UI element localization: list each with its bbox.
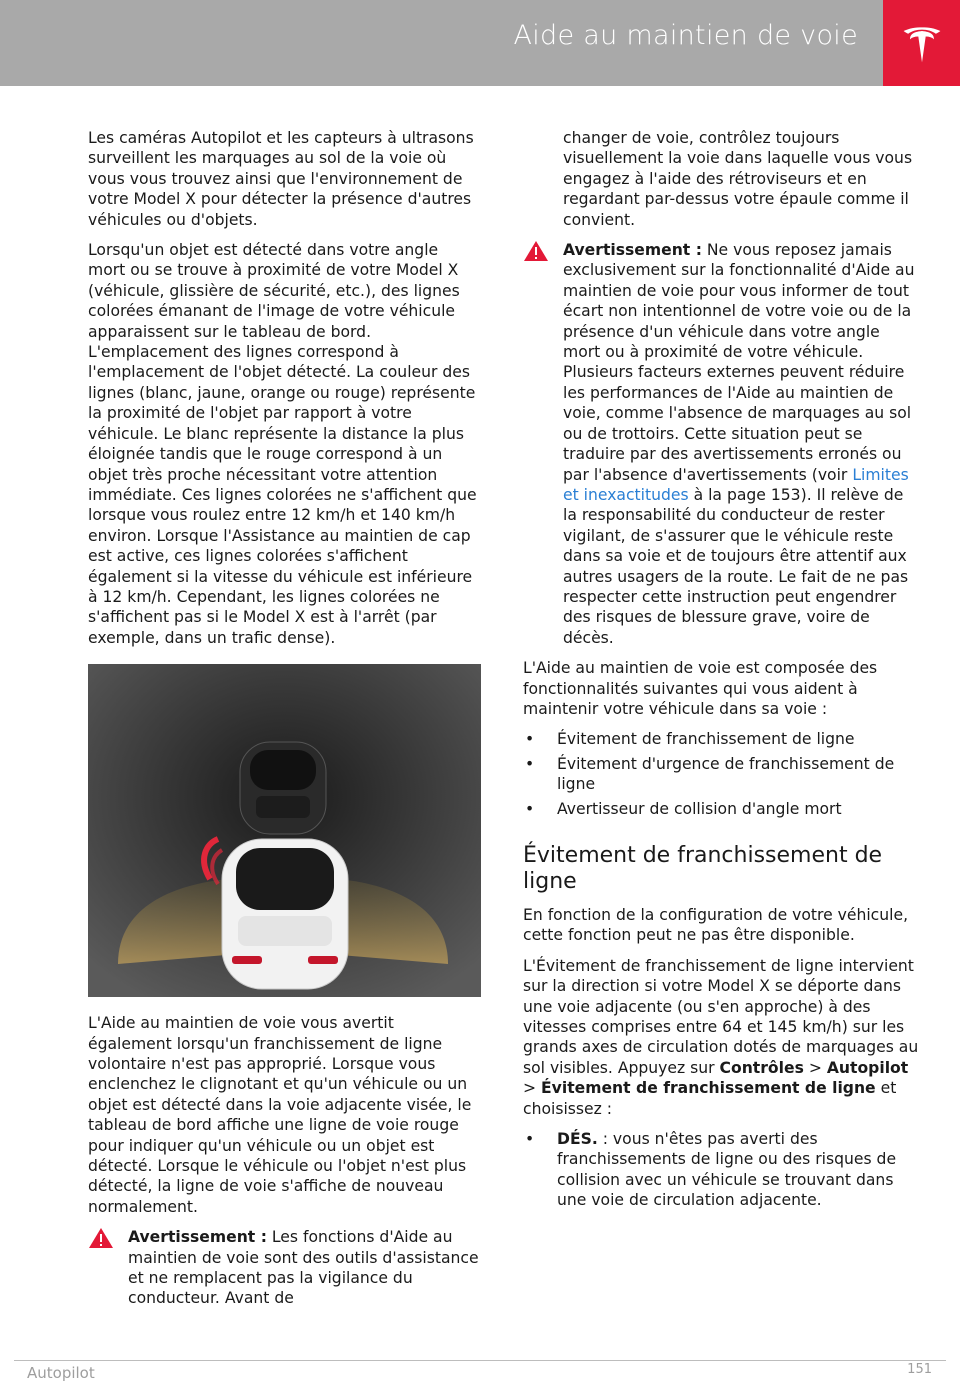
config-paragraph: En fonction de la configuration de votre véhicule, cette fonction peut ne pas être disponible. bbox=[523, 906, 909, 945]
limits-link[interactable]: Limites et inexactitudes bbox=[563, 465, 909, 504]
menu-separator: > bbox=[803, 1058, 827, 1077]
lane-departure-paragraph bbox=[523, 956, 921, 1119]
option-list bbox=[523, 1129, 921, 1211]
own-vehicle bbox=[222, 839, 348, 989]
blind-spot-paragraph: Lorsqu'un objet est détecté dans votre angle mort ou se trouve à proximité de votre Model X (véhicule, glissière de sécurité, etc.), des lignes colorées émanant de l'image de votre véhicule apparaissent sur le tableau de bord. L'emplacement des lignes correspond à l'emplacement de l'objet détecté. La couleur des lignes (blanc, jaune, orange ou rouge) représente la proximité de l'objet par rapport à votre véhicule. Le blanc représente la distance la plus éloignée tandis que le rouge correspond à un objet très proche nécessitant votre attention immédiate. Ces lignes colorées ne s'affichent que lorsque vous roulez entre 12 km/h et 140 km/h environ. Lorsque l'Assistance au maintien de cap est active, ces lignes colorées s'affichent également si la vitesse du véhicule est inférieure à 12 km/h. Cependant, les lignes colorées ne s'affichent pas si le Model X est à l'arrêt (par exemple, dans un trafic dense). bbox=[88, 241, 477, 647]
footer-section: Autopilot bbox=[27, 1364, 95, 1382]
list-item bbox=[523, 1129, 921, 1211]
left-column bbox=[88, 128, 480, 1319]
menu-separator: > bbox=[523, 1079, 542, 1098]
blind-spot-illustration bbox=[88, 664, 481, 997]
warning-triangle-icon bbox=[523, 240, 549, 262]
option-text: : vous n'êtes pas averti des franchissements de ligne ou des risques de collision avec un véhicule se trouvant dans une voie de circulation adjacente. bbox=[557, 1130, 897, 1210]
warning-text: Les fonctions d'Aide au maintien de voie sont des outils d'assistance et ne remplacent pas la vigilance du conducteur. Avant de bbox=[128, 1228, 479, 1308]
feature-list bbox=[523, 729, 921, 819]
features-intro: L'Aide au maintien de voie est composée des fonctionnalités suivantes qui vous aident à maintenir votre véhicule dans sa voie : bbox=[523, 659, 878, 718]
section-heading: Évitement de franchissement de ligne bbox=[523, 843, 883, 894]
list-item: • Évitement d'urgence de franchissement de ligne bbox=[523, 754, 921, 795]
intro-paragraph: Les caméras Autopilot et les capteurs à ultrasons surveillent les marquages au sol de la voie où vous vous trouvez ainsi que l'environnement de votre Model X pour détecter la présence d'autres véhicules ou d'objets. bbox=[88, 129, 474, 229]
text-span: L'Évitement de franchissement de ligne intervient sur la direction si votre Model X se déporte dans une voie adjacente (ou s'en approche) à des vitesses comprises entre 64 et 145 km/h) sur les grands axes de circulation dotés de marquages au sol visibles. Appuyez sur bbox=[523, 956, 919, 1077]
warning-block-2 bbox=[523, 240, 921, 648]
warning-block-1 bbox=[88, 1227, 480, 1309]
menu-feature: Évitement de franchissement de ligne bbox=[541, 1079, 876, 1098]
warning-triangle-icon bbox=[88, 1227, 114, 1249]
menu-controls: Contrôles bbox=[719, 1058, 804, 1077]
tesla-logo bbox=[883, 0, 960, 86]
warning-text-a: Ne vous reposez jamais exclusivement sur la fonctionnalité d'Aide au maintien de voie pour vous informer de tout écart non intentionnel de votre voie ou de la présence d'un véhicule dans votre angle mort ou à proximité de votre véhicule. Plusieurs facteurs externes peuvent réduire les performances de l'Aide au maintien de voie, comme l'absence de marquages au sol ou de trottoirs. Cette situation peut se traduire par des avertissements erronés ou par l'absence d'avertissements (voir bbox=[563, 241, 915, 484]
page-number: 151 bbox=[907, 1362, 932, 1377]
option-label: DÉS. bbox=[557, 1130, 598, 1149]
text-span: et choisissez : bbox=[523, 1079, 897, 1118]
distant-vehicle bbox=[240, 742, 326, 834]
page-header bbox=[0, 0, 960, 86]
warning-continuation: changer de voie, contrôlez toujours visuellement la voie dans laquelle vous vous engagez à l'aide des rétroviseurs et en regardant par-dessus votre épaule comme il convient. bbox=[563, 129, 913, 229]
tesla-t-icon bbox=[899, 20, 945, 66]
warning-text-b: à la page 153). Il relève de la responsabilité du conducteur de rester vigilant, de s'assurer que le véhicule reste dans sa voie et de toujours être attentif aux autres usagers de la route. Le fait de ne pas respecter cette instruction peut engendrer des risques de blessure grave, voire de décès. bbox=[563, 485, 909, 647]
right-column bbox=[523, 128, 921, 1223]
footer-divider bbox=[14, 1360, 946, 1361]
lane-change-paragraph: L'Aide au maintien de voie vous avertit également lorsqu'un franchissement de ligne volontaire n'est pas approprié. Lorsque vous enclenchez le clignotant et qu'un véhicule ou un objet est détecté dans la voie adjacente visée, le tableau de bord affiche une ligne de voie rouge pour indiquer qu'un véhicule ou un objet est détecté. Lorsque le véhicule ou l'objet n'est plus détecté, la ligne de voie s'affiche de nouveau normalement. bbox=[88, 1014, 472, 1216]
list-item: • Évitement de franchissement de ligne bbox=[523, 729, 921, 749]
list-item: • Avertisseur de collision d'angle mort bbox=[523, 799, 921, 819]
warning-label: Avertissement : bbox=[563, 241, 702, 260]
page-title: Aide au maintien de voie bbox=[513, 20, 858, 51]
menu-autopilot: Autopilot bbox=[826, 1058, 909, 1077]
warning-label: Avertissement : bbox=[128, 1228, 267, 1247]
